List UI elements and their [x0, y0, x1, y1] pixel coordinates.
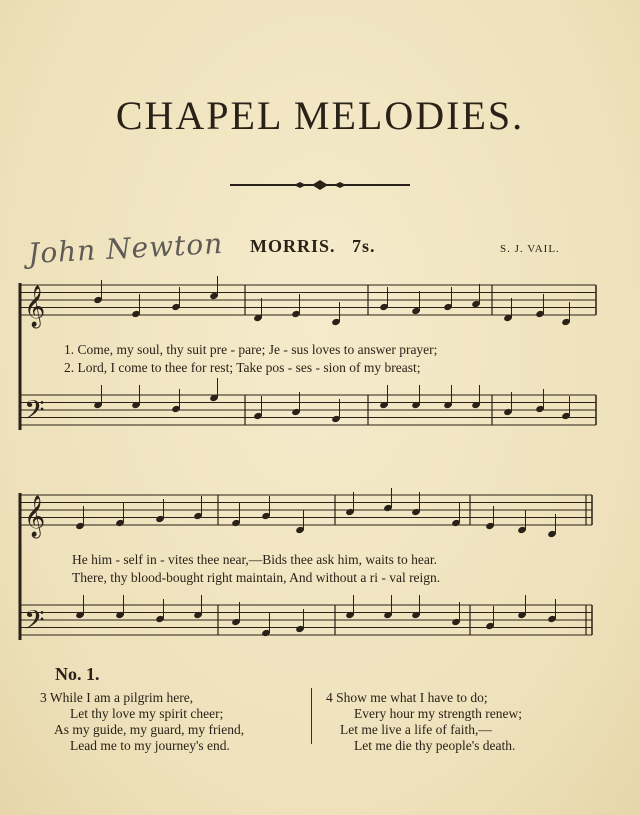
stanza-3-line-3: As my guide, my guard, my friend, [54, 722, 245, 737]
bass-clef-2: 𝄢 [24, 604, 45, 642]
handwritten-signature: John Newton [27, 226, 224, 271]
stanza-3-line-2: Let thy love my spirit cheer; [70, 706, 224, 721]
treble-clef-1: 𝄞 [24, 286, 46, 327]
lyric-line-verse2-system2: There, thy blood-bought right maintain, And without a ri - val reign. [72, 570, 441, 585]
stanza-3-line-1: 3 While I am a pilgrim here, [40, 690, 194, 705]
stanza-4 [326, 690, 522, 754]
stanza-4-line-4: Let me die thy people's death. [354, 738, 516, 753]
tune-meter: 7s. [352, 236, 376, 256]
bass-clef-1: 𝄢 [24, 394, 45, 432]
stanza-3-line-4: Lead me to my journey's end. [70, 738, 230, 753]
page-title: CHAPEL MELODIES. [115, 93, 525, 138]
hymn-number: No. 1. [55, 664, 100, 684]
stanza-4-line-3: Let me live a life of faith,— [340, 722, 492, 737]
stanza-4-line-2: Every hour my strength renew; [354, 706, 522, 721]
lyric-line-verse2-system1: 2. Lord, I come to thee for rest; Take pos - ses - sion of my breast; [64, 360, 421, 375]
stanza-4-line-1: 4 Show me what I have to do; [326, 690, 488, 705]
stanza-3 [40, 690, 244, 754]
lyric-line-verse1-system2: He him - self in - vites thee near,—Bids thee ask him, waits to hear. [72, 552, 437, 567]
tune-name: MORRIS. [250, 236, 336, 256]
stanza-divider [311, 688, 312, 744]
composer-name: S. J. VAIL. [500, 243, 560, 255]
treble-clef-2: 𝄞 [24, 496, 46, 537]
lyric-line-verse1-system1: 1. Come, my soul, thy suit pre - pare; Je - sus loves to answer prayer; [64, 342, 438, 357]
